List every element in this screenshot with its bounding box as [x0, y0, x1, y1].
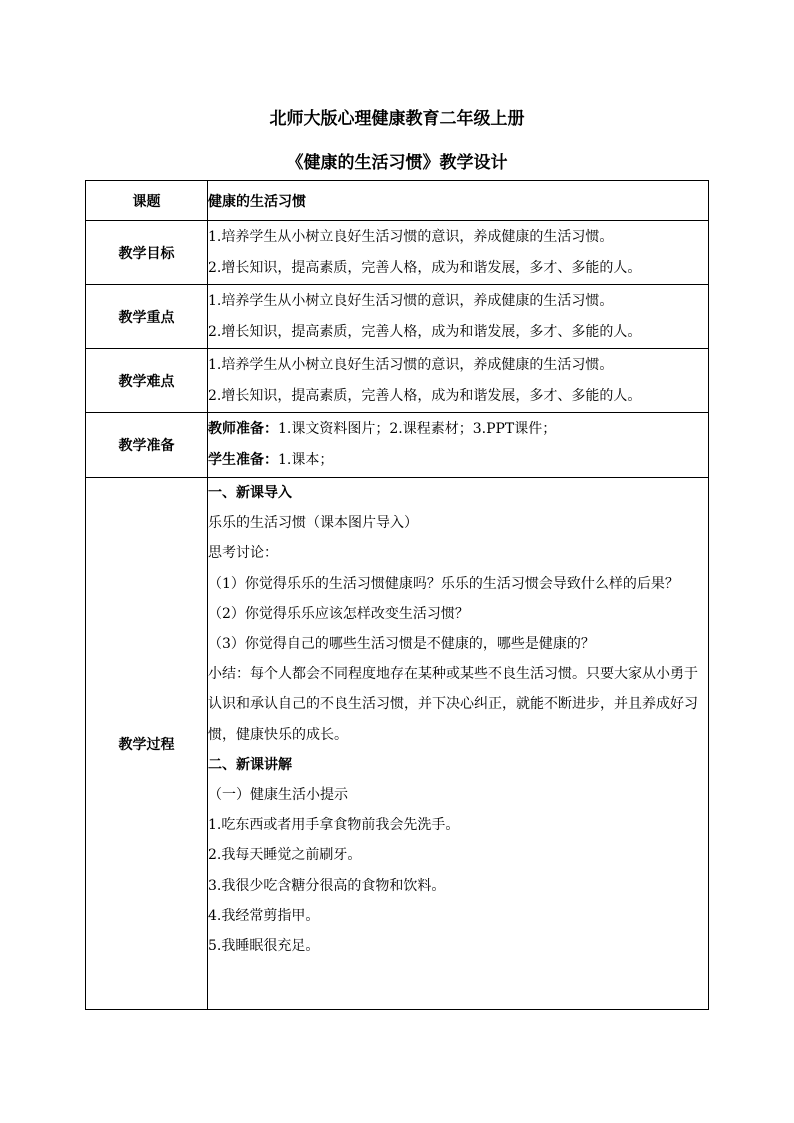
objectives-content — [208, 221, 709, 285]
topic-value: 健康的生活习惯 — [208, 181, 709, 221]
section-heading: 二、新课讲解 — [208, 756, 292, 773]
teacher-preparation — [208, 414, 708, 445]
student-preparation-text: 1.课本； — [278, 452, 334, 468]
discussion-question: （3）你觉得自己的哪些生活习惯是不健康的，哪些是健康的？ — [208, 636, 595, 653]
document-subtitle: 《健康的生活习惯》教学设计 — [286, 153, 508, 173]
difficulty-item: 1.培养学生从小树立良好生活习惯的意识，养成健康的生活习惯。 — [208, 356, 614, 373]
table-row-objectives — [86, 221, 709, 285]
subsection-heading: （一）健康生活小提示 — [208, 787, 348, 804]
section-heading: 一、新课导入 — [208, 485, 292, 501]
table-row-topic — [86, 181, 709, 221]
objectives-label: 教学目标 — [86, 221, 208, 285]
student-preparation-label: 学生准备： — [208, 452, 278, 468]
process-label: 教学过程 — [86, 478, 208, 1010]
difficulty-item: 2.增长知识，提高素质，完善人格，成为和谐发展，多才、多能的人。 — [208, 387, 642, 404]
key-points-content — [208, 285, 709, 349]
key-point-item: 1.培养学生从小树立良好生活习惯的意识，养成健康的生活习惯。 — [208, 292, 614, 309]
table-row-key-points — [86, 285, 709, 349]
tip-item: 1.吃东西或者用手拿食物前我会先洗手。 — [208, 817, 460, 834]
teacher-preparation-label: 教师准备： — [208, 421, 278, 437]
discussion-question: （1）你觉得乐乐的生活习惯健康吗？乐乐的生活习惯会导致什么样的后果？ — [208, 575, 679, 592]
difficulties-label: 教学难点 — [86, 349, 208, 413]
topic-label: 课题 — [86, 181, 208, 221]
difficulties-content — [208, 349, 709, 413]
key-points-label: 教学重点 — [86, 285, 208, 349]
document-title: 北师大版心理健康教育二年级上册 — [269, 109, 525, 129]
tip-item: 3.我很少吃含糖分很高的食物和饮料。 — [208, 877, 446, 894]
table-row-preparation — [86, 413, 709, 478]
student-preparation — [208, 445, 708, 476]
teacher-preparation-text: 1.课文资料图片；2.课程素材；3.PPT课件； — [278, 421, 557, 437]
process-content — [208, 478, 709, 1010]
key-point-item: 2.增长知识，提高素质，完善人格，成为和谐发展，多才、多能的人。 — [208, 323, 642, 340]
lesson-plan-table — [85, 180, 709, 1010]
objective-item: 2.增长知识，提高素质，完善人格，成为和谐发展，多才、多能的人。 — [208, 259, 642, 276]
process-paragraph: 乐乐的生活习惯（课本图片导入） — [208, 515, 418, 532]
preparation-content — [208, 413, 709, 478]
table-row-difficulties — [86, 349, 709, 413]
preparation-label: 教学准备 — [86, 413, 208, 478]
tip-item: 2.我每天睡觉之前刷牙。 — [208, 847, 362, 864]
tip-item: 5.我睡眠很充足。 — [208, 938, 320, 955]
process-paragraph: 思考讨论： — [208, 545, 278, 562]
tip-item: 4.我经常剪指甲。 — [208, 907, 320, 924]
summary-paragraph: 小结：每个人都会不同程度地存在某种或某些不良生活习惯。只要大家从小勇于认识和承认自己的不良生活习惯，并下决心纠正，就能不断进步，并且养成好习惯，健康快乐的成长。 — [208, 666, 698, 743]
discussion-question: （2）你觉得乐乐应该怎样改变生活习惯？ — [208, 605, 469, 622]
objective-item: 1.培养学生从小树立良好生活习惯的意识，养成健康的生活习惯。 — [208, 228, 614, 245]
table-row-process — [86, 478, 709, 1010]
